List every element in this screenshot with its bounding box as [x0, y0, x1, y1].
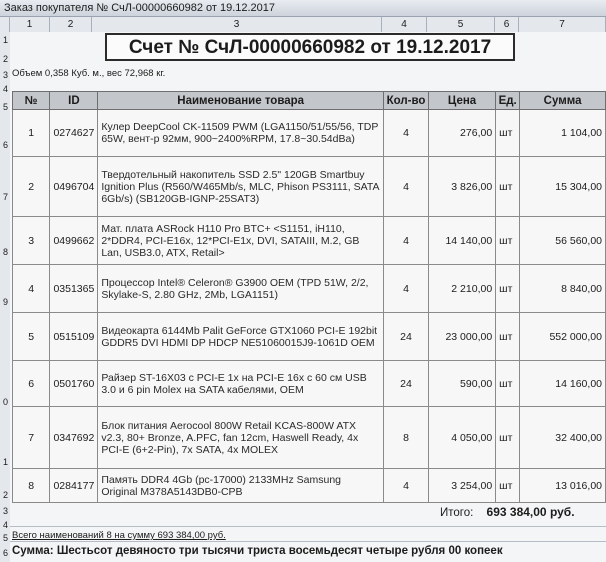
cell-id[interactable]: 0347692 [50, 407, 98, 469]
cell-sum[interactable]: 13 016,00 [520, 469, 606, 503]
row-divider [10, 526, 606, 527]
total-label[interactable]: Итого: [440, 507, 474, 519]
invoice-title[interactable]: Счет № СчЛ-00000660982 от 19.12.2017 [105, 33, 515, 61]
row-header[interactable]: 7 [2, 192, 8, 202]
table-row [13, 110, 606, 157]
cell-unit[interactable]: шт [496, 361, 520, 407]
all-items-summary[interactable]: Всего наименований 8 на сумму 693 384,00 руб. [12, 530, 226, 541]
cell-unit[interactable]: шт [496, 110, 520, 157]
cell-sum[interactable]: 15 304,00 [520, 157, 606, 217]
table-row [13, 469, 606, 503]
cell-name[interactable]: Райзер ST-16X03 с PCI-E 1x на PCI-E 16x с 60 см USB 3.0 и 6 pin Molex на SATA кабелями, OEM [98, 361, 384, 407]
cell-id[interactable]: 0499662 [50, 217, 98, 265]
row-header[interactable]: 8 [2, 247, 8, 257]
total-line [440, 505, 575, 519]
cell-name[interactable]: Видеокарта 6144Mb Palit GeForce GTX1060 PCI-E 192bit GDDR5 DVI HDMI DP HDCP NE51060015J9-1061D OEM [98, 313, 384, 361]
cell-name[interactable]: Блок питания Aerocool 800W Retail KCAS-800W ATX v2.3, 80+ Bronze, A.PFC, fan 12cm, Haswell Ready, 4x PCI-E (6+2-Pin), 7x SATA, 4x MOLEX [98, 407, 384, 469]
cell-num[interactable]: 2 [13, 157, 50, 217]
table-row [13, 265, 606, 313]
cell-num[interactable]: 1 [13, 110, 50, 157]
cell-qty[interactable]: 24 [384, 361, 429, 407]
header-sum[interactable]: Сумма [520, 92, 606, 110]
row-header[interactable]: 2 [2, 490, 8, 500]
header-price[interactable]: Цена [428, 92, 495, 110]
table-row [13, 313, 606, 361]
row-header[interactable]: 5 [2, 533, 8, 543]
total-value[interactable]: 693 384,00 руб. [486, 505, 575, 519]
row-header[interactable]: 4 [2, 520, 8, 530]
row-header[interactable]: 3 [2, 506, 8, 516]
cell-price[interactable]: 14 140,00 [428, 217, 495, 265]
cell-unit[interactable]: шт [496, 313, 520, 361]
header-name[interactable]: Наименование товара [98, 92, 384, 110]
cell-sum[interactable]: 14 160,00 [520, 361, 606, 407]
cell-name[interactable]: Процессор Intel® Celeron® G3900 OEM (TPD 51W, 2/2, Skylake-S, 2.80 GHz, 2Mb, LGA1151) [98, 265, 384, 313]
cell-num[interactable]: 3 [13, 217, 50, 265]
table-row [13, 157, 606, 217]
cell-qty[interactable]: 8 [384, 407, 429, 469]
table-header-row [13, 92, 606, 110]
cell-unit[interactable]: шт [496, 217, 520, 265]
cell-qty[interactable]: 4 [384, 469, 429, 503]
cell-price[interactable]: 2 210,00 [428, 265, 495, 313]
row-header[interactable]: 3 [2, 70, 8, 80]
cell-price[interactable]: 3 254,00 [428, 469, 495, 503]
cell-id[interactable]: 0515109 [50, 313, 98, 361]
row-header[interactable]: 1 [2, 457, 8, 467]
cell-unit[interactable]: шт [496, 157, 520, 217]
cell-price[interactable]: 3 826,00 [428, 157, 495, 217]
cell-name[interactable]: Мат. плата ASRock H110 Pro BTC+ <S1151, iH110, 2*DDR4, PCI-E16x, 12*PCI-E1x, DVI, SATAIII, M.2, GB Lan, USB3.0, ATX, Retail> [98, 217, 384, 265]
corner-cell[interactable] [0, 17, 10, 32]
table-row [13, 361, 606, 407]
cell-price[interactable]: 23 000,00 [428, 313, 495, 361]
cell-name[interactable]: Кулер DeepCool CK-11509 PWM (LGA1150/51/55/56, TDP 65W, вент-р 92мм, 900~2400%RPM, 17.8~30.54dBa) [98, 110, 384, 157]
cell-qty[interactable]: 4 [384, 157, 429, 217]
cell-qty[interactable]: 4 [384, 217, 429, 265]
cell-id[interactable]: 0284177 [50, 469, 98, 503]
row-header[interactable]: 2 [2, 54, 8, 64]
table-row [13, 407, 606, 469]
cell-id[interactable]: 0351365 [50, 265, 98, 313]
cell-unit[interactable]: шт [496, 265, 520, 313]
cell-unit[interactable]: шт [496, 407, 520, 469]
header-unit[interactable]: Ед. [496, 92, 520, 110]
cell-qty[interactable]: 4 [384, 110, 429, 157]
volume-weight-note[interactable]: Объем 0,358 Куб. м., вес 72,968 кг. [12, 68, 166, 79]
row-header[interactable]: 6 [2, 548, 8, 558]
column-header-4[interactable]: 4 [382, 17, 427, 32]
cell-price[interactable]: 590,00 [428, 361, 495, 407]
column-header-bar [0, 17, 606, 33]
cell-id[interactable]: 0501760 [50, 361, 98, 407]
column-header-6[interactable]: 6 [495, 17, 519, 32]
cell-price[interactable]: 4 050,00 [428, 407, 495, 469]
row-header[interactable]: 9 [2, 297, 8, 307]
cell-price[interactable]: 276,00 [428, 110, 495, 157]
cell-sum[interactable]: 552 000,00 [520, 313, 606, 361]
sum-in-words[interactable]: Сумма: Шестьсот девяносто три тысячи триста восемьдесят четыре рубля 00 копеек [12, 545, 503, 557]
cell-num[interactable]: 8 [13, 469, 50, 503]
row-header[interactable]: 0 [2, 397, 8, 407]
cell-unit[interactable]: шт [496, 469, 520, 503]
header-qty[interactable]: Кол-во [384, 92, 429, 110]
window-title: Заказ покупателя № СчЛ-00000660982 от 19.12.2017 [0, 0, 606, 17]
cell-num[interactable]: 4 [13, 265, 50, 313]
header-num[interactable]: № [13, 92, 50, 110]
cell-id[interactable]: 0496704 [50, 157, 98, 217]
row-header[interactable]: 1 [2, 35, 8, 45]
cell-qty[interactable]: 4 [384, 265, 429, 313]
column-header-1[interactable]: 1 [10, 17, 50, 32]
column-header-5[interactable]: 5 [427, 17, 495, 32]
column-header-3[interactable]: 3 [92, 17, 382, 32]
cell-num[interactable]: 7 [13, 407, 50, 469]
cell-sum[interactable]: 32 400,00 [520, 407, 606, 469]
column-header-2[interactable]: 2 [50, 17, 92, 32]
table-row [13, 217, 606, 265]
cell-name[interactable]: Память DDR4 4Gb (pc-17000) 2133MHz Samsung Original M378A5143DB0-CPB [98, 469, 384, 503]
row-header[interactable]: 5 [2, 102, 8, 112]
cell-sum[interactable]: 8 840,00 [520, 265, 606, 313]
cell-sum[interactable]: 56 560,00 [520, 217, 606, 265]
row-divider [10, 541, 606, 542]
column-header-7[interactable]: 7 [519, 17, 606, 32]
invoice-table [12, 91, 606, 503]
cell-sum[interactable]: 1 104,00 [520, 110, 606, 157]
cell-num[interactable]: 5 [13, 313, 50, 361]
cell-num[interactable]: 6 [13, 361, 50, 407]
cell-name[interactable]: Твердотельный накопитель SSD 2.5" 120GB Smartbuy Ignition Plus (R560/W465Mb/s, MLC, Phison PS3111, SATA 6Gb/s) (SB120GB-IGNP-25SAT3) [98, 157, 384, 217]
row-header[interactable]: 4 [2, 84, 8, 94]
cell-qty[interactable]: 24 [384, 313, 429, 361]
cell-id[interactable]: 0274627 [50, 110, 98, 157]
row-header[interactable]: 6 [2, 140, 8, 150]
header-id[interactable]: ID [50, 92, 98, 110]
